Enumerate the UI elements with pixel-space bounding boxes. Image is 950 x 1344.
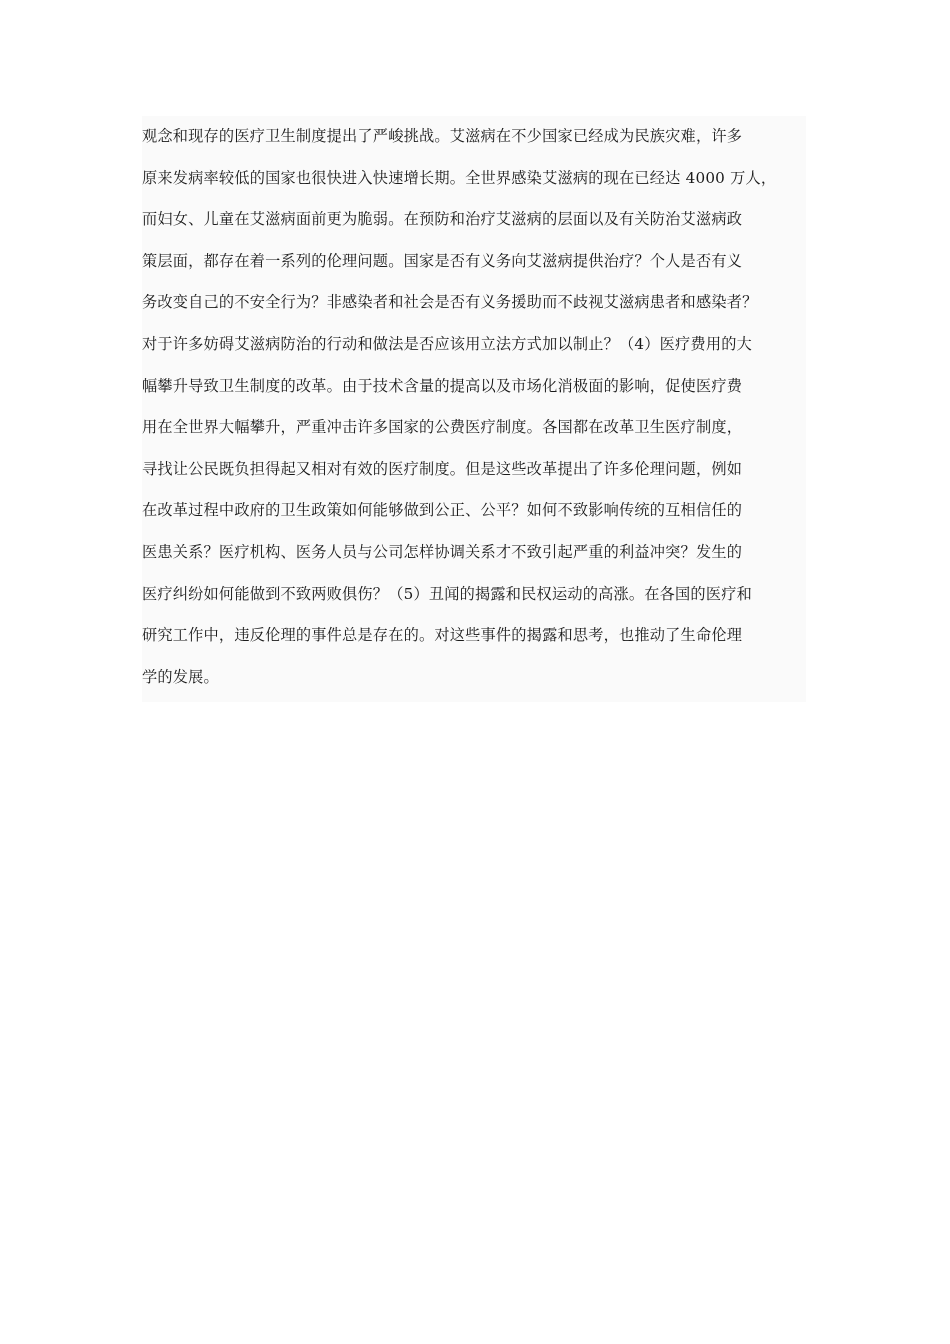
text-line-9: 寻找让公民既负担得起又相对有效的医疗制度。但是这些改革提出了许多伦理问题，例如: [142, 459, 743, 478]
text-line-7: 幅攀升导致卫生制度的改革。由于技术含量的提高以及市场化消极面的影响，促使医疗费: [142, 376, 743, 395]
text-line-12: 医疗纠纷如何能做到不致两败俱伤？（5）丑闻的揭露和民权运动的高涨。在各国的医疗和: [142, 584, 752, 603]
text-line-4: 策层面，都存在着一系列的伦理问题。国家是否有义务向艾滋病提供治疗？个人是否有义: [142, 251, 743, 270]
text-line-10: 在改革过程中政府的卫生政策如何能够做到公正、公平？如何不致影响传统的互相信任的: [142, 501, 743, 520]
text-line-6: 对于许多妨碍艾滋病防治的行动和做法是否应该用立法方式加以制止？（4）医疗费用的大: [142, 334, 752, 353]
text-line-14: 学的发展。: [142, 667, 219, 686]
text-line-13: 研究工作中，违反伦理的事件总是存在的。对这些事件的揭露和思考，也推动了生命伦理: [142, 626, 743, 645]
text-line-11: 医患关系？医疗机构、医务人员与公司怎样协调关系才不致引起严重的利益冲突？发生的: [142, 542, 743, 561]
body-paragraph: [142, 116, 806, 702]
text-line-2: 原来发病率较低的国家也很快进入快速增长期。全世界感染艾滋病的现在已经达 4000 万人，: [142, 168, 777, 187]
text-line-5: 务改变自己的不安全行为？非感染者和社会是否有义务援助而不歧视艾滋病患者和感染者？: [142, 293, 758, 312]
text-line-1: 观念和现存的医疗卫生制度提出了严峻挑战。艾滋病在不少国家已经成为民族灾难，许多: [142, 127, 743, 145]
text-line-3: 而妇女、儿童在艾滋病面前更为脆弱。在预防和治疗艾滋病的层面以及有关防治艾滋病政: [142, 210, 743, 229]
text-line-8: 用在全世界大幅攀升，严重冲击许多国家的公费医疗制度。各国都在改革卫生医疗制度，: [142, 418, 743, 437]
